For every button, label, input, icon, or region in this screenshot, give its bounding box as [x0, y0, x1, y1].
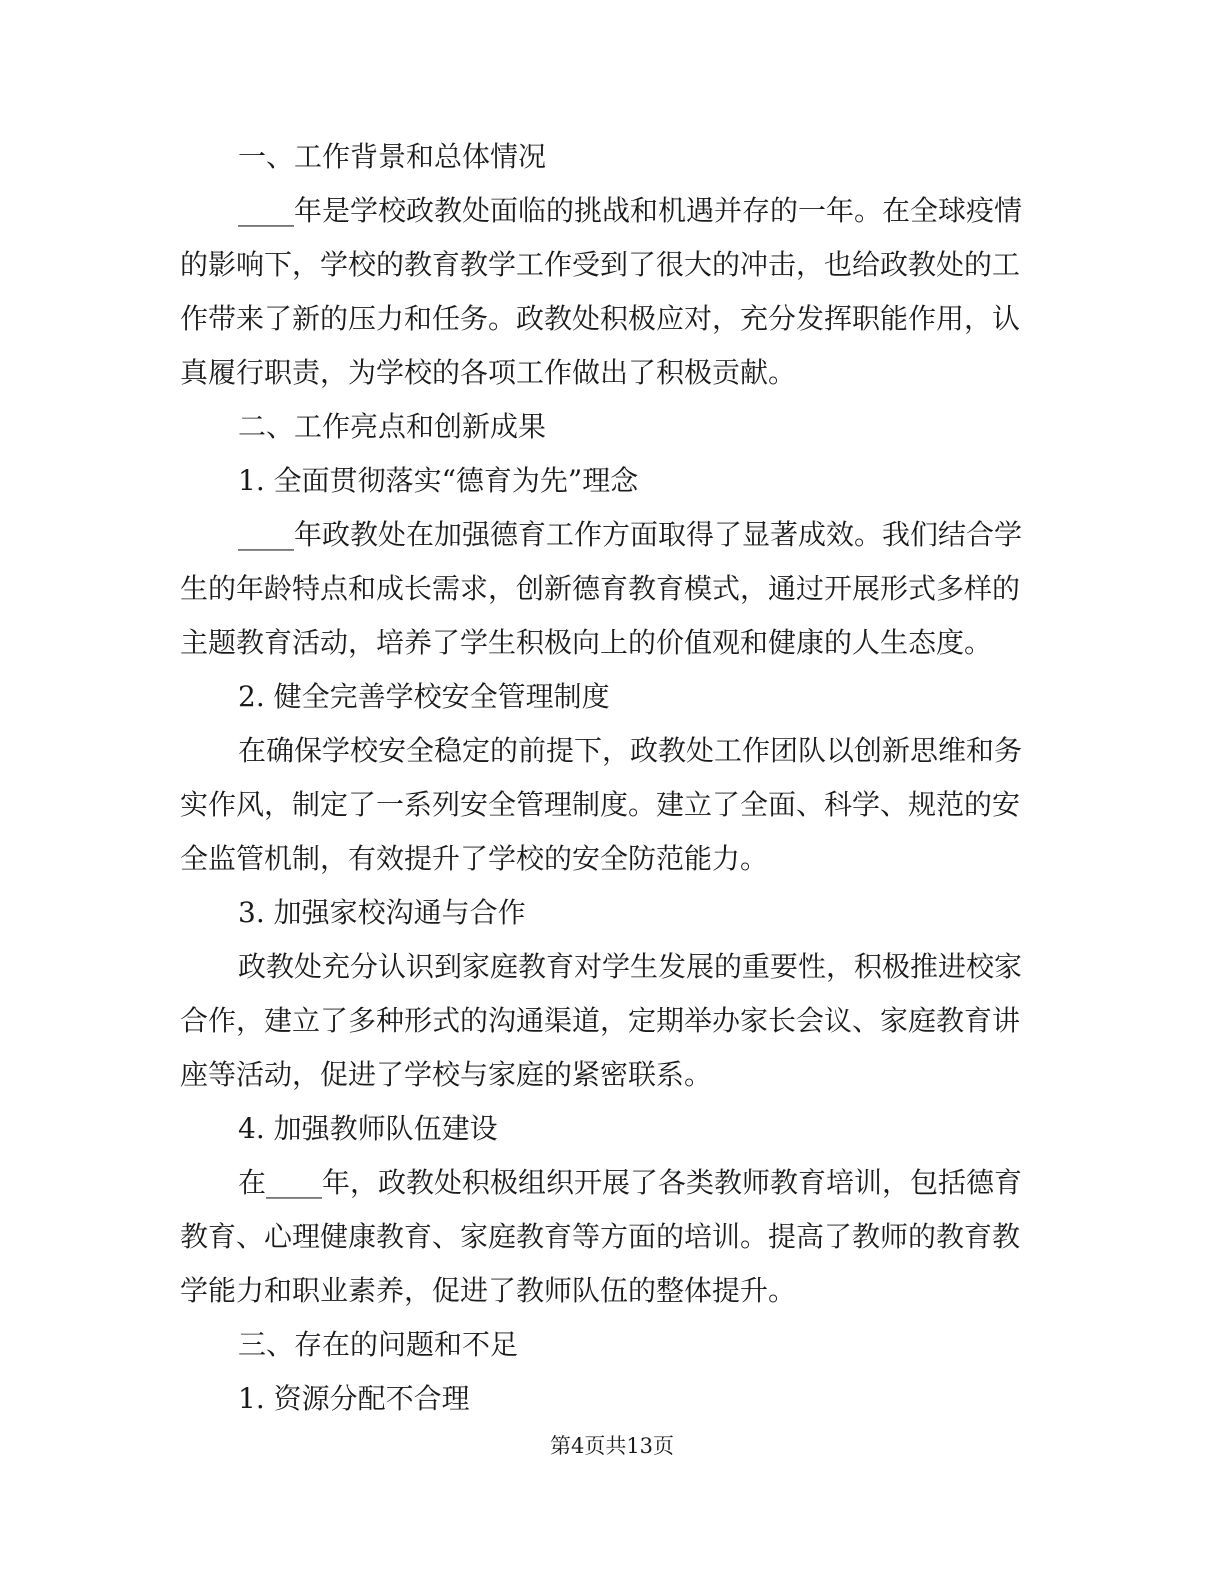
paragraph-line: 座等活动，促进了学校与家庭的紧密联系。: [180, 1058, 713, 1091]
page-number: 第4页共13页: [549, 1434, 675, 1458]
subsection-heading: 3. 加强家校沟通与合作: [238, 896, 526, 929]
paragraph-line: 政教处充分认识到家庭教育对学生发展的重要性，积极推进校家: [238, 950, 1023, 983]
paragraph-line: 全监管机制，有效提升了学校的安全防范能力。: [180, 842, 769, 875]
paragraph-line: 学能力和职业素养，促进了教师队伍的整体提升。: [180, 1274, 797, 1307]
paragraph-line: 的影响下，学校的教育教学工作受到了很大的冲击，也给政教处的工: [180, 248, 1021, 281]
paragraph-line: ____年政教处在加强德育工作方面取得了显著成效。我们结合学: [238, 518, 1023, 551]
paragraph-line: 在确保学校安全稳定的前提下，政教处工作团队以创新思维和务: [238, 734, 1023, 767]
section-heading: 二、工作亮点和创新成果: [238, 410, 547, 443]
paragraph-line: 生的年龄特点和成长需求，创新德育教育模式，通过开展形式多样的: [180, 572, 1021, 605]
paragraph-line: 作带来了新的压力和任务。政教处积极应对，充分发挥职能作用，认: [180, 302, 1021, 335]
paragraph-line: 合作，建立了多种形式的沟通渠道，定期举办家长会议、家庭教育讲: [180, 1004, 1021, 1037]
paragraph-line: 实作风，制定了一系列安全管理制度。建立了全面、科学、规范的安: [180, 788, 1021, 821]
paragraph-line: 在____年，政教处积极组织开展了各类教师教育培训，包括德育: [238, 1166, 1023, 1199]
paragraph-line: 主题教育活动，培养了学生积极向上的价值观和健康的人生态度。: [180, 626, 993, 659]
document-body: [180, 130, 1046, 1426]
subsection-heading: 4. 加强教师队伍建设: [238, 1112, 498, 1145]
subsection-heading: 2. 健全完善学校安全管理制度: [238, 680, 610, 713]
paragraph-line: 真履行职责，为学校的各项工作做出了积极贡献。: [180, 356, 797, 389]
paragraph-line: 教育、心理健康教育、家庭教育等方面的培训。提高了教师的教育教: [180, 1220, 1021, 1253]
subsection-heading: 1. 资源分配不合理: [238, 1382, 470, 1415]
section-heading: 三、存在的问题和不足: [238, 1328, 519, 1361]
paragraph-line: ____年是学校政教处面临的挑战和机遇并存的一年。在全球疫情: [238, 194, 1023, 227]
subsection-heading: 1. 全面贯彻落实“德育为先”理念: [238, 464, 639, 497]
section-heading: 一、工作背景和总体情况: [238, 140, 547, 173]
